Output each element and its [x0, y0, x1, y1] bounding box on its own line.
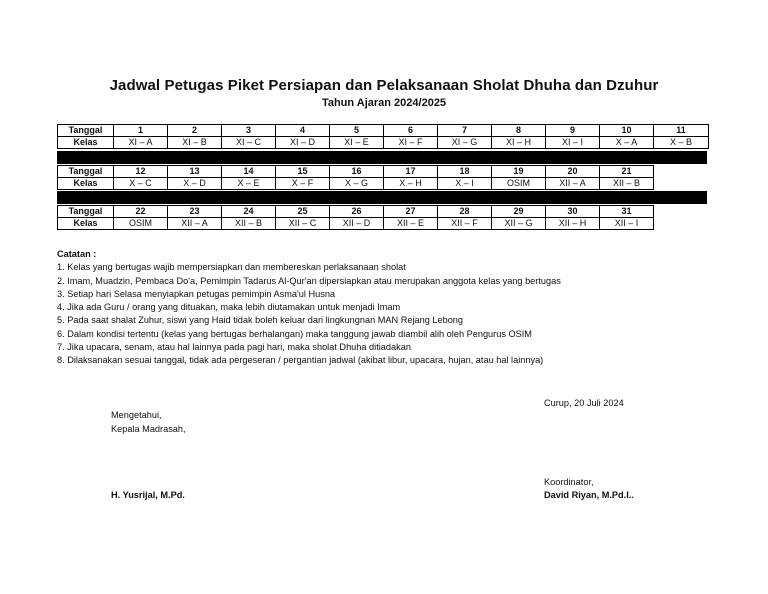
coordinator-title: Koordinator,	[544, 477, 594, 487]
date-cell: 4	[276, 125, 330, 137]
class-cell: XII – I	[600, 218, 654, 230]
note-item: 7. Jika upacara, senam, atau hal lainnya pada pagi hari, maka sholat Dhuha ditiadakan	[57, 342, 411, 353]
notes-heading: Catatan :	[57, 249, 97, 259]
class-cell: XII – A	[168, 218, 222, 230]
date-row	[58, 125, 709, 137]
note-item: 2. Imam, Muadzin, Pembaca Do'a, Pemimpin Tadarus Al-Qur'an dipersiapkan atau merupakan anggota kelas yang bertugas	[57, 275, 561, 286]
date-cell: 28	[438, 206, 492, 218]
date-cell: 13	[168, 166, 222, 178]
coordinator-name: David Riyan, M.Pd.I..	[544, 490, 634, 500]
class-cell: XI – G	[438, 137, 492, 149]
date-cell: 5	[330, 125, 384, 137]
date-row-label: Tanggal	[58, 166, 114, 178]
date-cell: 6	[384, 125, 438, 137]
class-cell: XII – H	[546, 218, 600, 230]
class-row-label: Kelas	[58, 218, 114, 230]
date-cell: 15	[276, 166, 330, 178]
class-row-label: Kelas	[58, 178, 114, 190]
date-cell: 7	[438, 125, 492, 137]
class-cell: X – H	[384, 178, 438, 190]
class-cell: XII – D	[330, 218, 384, 230]
note-item: 3. Setiap hari Selasa menyiapkan petugas pemimpin Asma'ul Husna	[57, 288, 336, 299]
date-cell: 10	[600, 125, 654, 137]
date-cell: 12	[114, 166, 168, 178]
separator-bar	[57, 191, 707, 204]
class-cell: XI – C	[222, 137, 276, 149]
note-item: 8. Dilaksanakan sesuai tanggal, tidak ada pergeseran / pergantian jadwal (akibat libur, upacara, hujan, atau hal lainnya)	[57, 355, 544, 366]
class-cell: XII – A	[546, 178, 600, 190]
date-cell: 2	[168, 125, 222, 137]
class-cell: XII – B	[600, 178, 654, 190]
date-cell: 17	[384, 166, 438, 178]
date-row-label: Tanggal	[58, 206, 114, 218]
class-cell: OSIM	[114, 218, 168, 230]
class-cell: X – F	[276, 178, 330, 190]
date-cell: 24	[222, 206, 276, 218]
class-cell: X – E	[222, 178, 276, 190]
date-cell: 19	[492, 166, 546, 178]
class-cell: X – C	[114, 178, 168, 190]
date-cell: 11	[654, 125, 709, 137]
date-cell: 21	[600, 166, 654, 178]
class-cell: X – I	[438, 178, 492, 190]
class-cell: XII – F	[438, 218, 492, 230]
class-cell: XI – I	[546, 137, 600, 149]
class-cell: XI – H	[492, 137, 546, 149]
headmaster-name: H. Yusrijal, M.Pd.	[111, 490, 185, 500]
date-cell: 22	[114, 206, 168, 218]
date-cell: 30	[546, 206, 600, 218]
date-cell: 8	[492, 125, 546, 137]
notes-section	[57, 248, 561, 368]
class-cell: XI – F	[384, 137, 438, 149]
date-cell: 27	[384, 206, 438, 218]
note-item: 1. Kelas yang bertugas wajib mempersiapkan dan membereskan perlaksanaan sholat	[57, 262, 406, 273]
class-cell: XI – B	[168, 137, 222, 149]
class-cell: XI – E	[330, 137, 384, 149]
class-cell: X – B	[654, 137, 709, 149]
class-cell: X – G	[330, 178, 384, 190]
date-cell: 18	[438, 166, 492, 178]
date-row-label: Tanggal	[58, 125, 114, 137]
class-cell: XI – D	[276, 137, 330, 149]
class-row	[58, 137, 709, 149]
date-cell: 29	[492, 206, 546, 218]
schedule-table-block-3	[57, 205, 654, 230]
class-row	[58, 178, 654, 190]
acknowledged-label: Mengetahui,	[111, 410, 162, 420]
class-cell: XII – B	[222, 218, 276, 230]
class-cell: OSIM	[492, 178, 546, 190]
note-item: 5. Pada saat shalat Zuhur, siswi yang Haid tidak boleh keluar dari lingkungnan MAN Rejang Lebong	[57, 315, 464, 326]
document-title: Jadwal Petugas Piket Persiapan dan Pelaksanaan Sholat Dhuha dan Dzuhur	[109, 77, 659, 94]
date-cell: 20	[546, 166, 600, 178]
class-cell: XII – G	[492, 218, 546, 230]
date-cell: 26	[330, 206, 384, 218]
class-cell: X – D	[168, 178, 222, 190]
class-row-label: Kelas	[58, 137, 114, 149]
class-cell: X – A	[600, 137, 654, 149]
class-cell: XI – A	[114, 137, 168, 149]
document-subtitle: Tahun Ajaran 2024/2025	[321, 97, 447, 109]
class-cell: XII – E	[384, 218, 438, 230]
note-item: 6. Dalam kondisi tertentu (kelas yang bertugas berhalangan) maka tanggung jawab diambil alih oleh Pengurus OSIM	[57, 328, 532, 339]
class-row	[58, 218, 654, 230]
headmaster-title: Kepala Madrasah,	[111, 424, 186, 434]
note-item: 4. Jika ada Guru / orang yang dituakan, maka lebih diutamakan untuk menjadi Imam	[57, 302, 401, 313]
schedule-table-block-1	[57, 124, 709, 149]
date-cell: 9	[546, 125, 600, 137]
date-cell: 3	[222, 125, 276, 137]
date-cell: 1	[114, 125, 168, 137]
date-cell: 25	[276, 206, 330, 218]
date-cell: 16	[330, 166, 384, 178]
date-cell: 23	[168, 206, 222, 218]
class-cell: XII – C	[276, 218, 330, 230]
date-row	[58, 166, 654, 178]
date-row	[58, 206, 654, 218]
separator-bar	[57, 151, 707, 164]
place-date: Curup, 20 Juli 2024	[544, 398, 624, 408]
date-cell: 31	[600, 206, 654, 218]
schedule-table-block-2	[57, 165, 654, 190]
date-cell: 14	[222, 166, 276, 178]
